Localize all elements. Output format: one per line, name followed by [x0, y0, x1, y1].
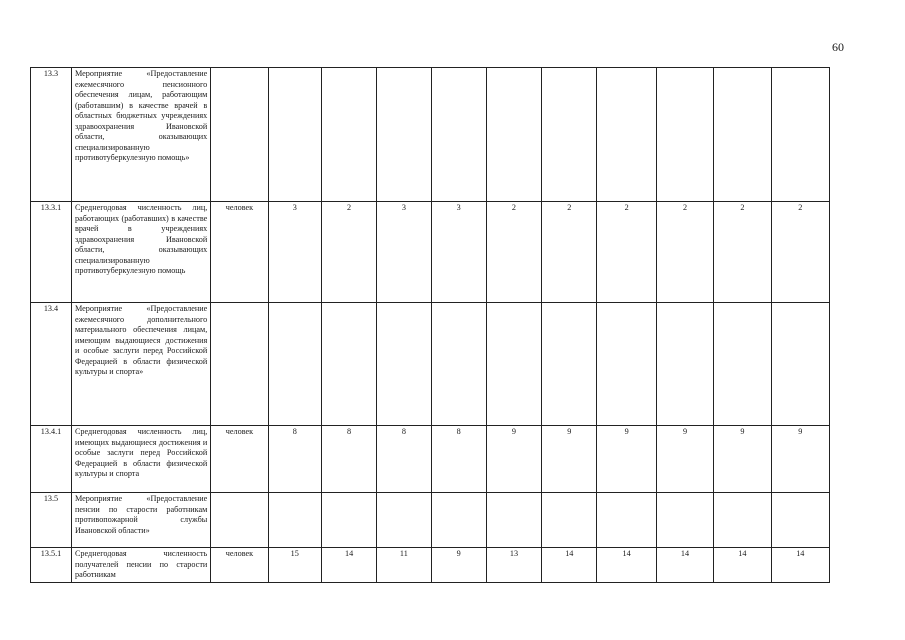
row-unit: человек	[211, 202, 268, 303]
value-cell	[377, 493, 431, 548]
row-number: 13.4	[31, 303, 72, 426]
value-cell: 9	[771, 426, 829, 493]
value-cell: 3	[377, 202, 431, 303]
value-cell	[597, 303, 656, 426]
value-cell	[377, 68, 431, 202]
value-cell	[321, 303, 376, 426]
table-row	[31, 202, 830, 303]
value-cell: 13	[486, 548, 541, 583]
value-cell	[714, 493, 771, 548]
value-cell: 14	[714, 548, 771, 583]
value-cell: 8	[431, 426, 486, 493]
value-cell: 8	[321, 426, 376, 493]
value-cell	[656, 68, 713, 202]
value-cell	[714, 303, 771, 426]
value-cell	[486, 68, 541, 202]
value-cell: 9	[542, 426, 597, 493]
value-cell	[321, 493, 376, 548]
value-cell: 14	[656, 548, 713, 583]
row-unit	[211, 303, 268, 426]
row-unit: человек	[211, 426, 268, 493]
indicator-table	[30, 67, 830, 583]
value-cell	[268, 68, 321, 202]
table-row	[31, 493, 830, 548]
value-cell: 9	[656, 426, 713, 493]
value-cell	[597, 493, 656, 548]
table-row	[31, 303, 830, 426]
value-cell: 14	[321, 548, 376, 583]
value-cell: 2	[321, 202, 376, 303]
value-cell	[714, 68, 771, 202]
row-description: Среднегодовая численность лиц, имеющих выдающиеся достижения и особые заслуги перед Российской Федерацией в области физической культуры и спорта	[71, 426, 210, 493]
value-cell	[321, 68, 376, 202]
value-cell: 3	[268, 202, 321, 303]
value-cell: 2	[542, 202, 597, 303]
value-cell: 9	[486, 426, 541, 493]
value-cell: 11	[377, 548, 431, 583]
value-cell	[597, 68, 656, 202]
page-number: 60	[832, 40, 844, 54]
value-cell: 3	[431, 202, 486, 303]
table-row	[31, 68, 830, 202]
value-cell	[542, 493, 597, 548]
value-cell: 9	[714, 426, 771, 493]
row-unit	[211, 68, 268, 202]
value-cell	[268, 303, 321, 426]
value-cell	[431, 493, 486, 548]
row-number: 13.3	[31, 68, 72, 202]
value-cell	[656, 493, 713, 548]
row-description: Среднегодовая численность лиц, работающих (работавших) в качестве врачей в учреждениях здравоохранения Ивановской области, оказывающих специализированную противотуберкулезную помощь	[71, 202, 210, 303]
value-cell: 14	[542, 548, 597, 583]
table-row	[31, 548, 830, 583]
value-cell	[542, 68, 597, 202]
value-cell: 9	[597, 426, 656, 493]
value-cell	[486, 493, 541, 548]
value-cell: 9	[431, 548, 486, 583]
value-cell: 14	[597, 548, 656, 583]
row-number: 13.4.1	[31, 426, 72, 493]
value-cell	[431, 303, 486, 426]
row-unit	[211, 493, 268, 548]
value-cell: 8	[268, 426, 321, 493]
value-cell: 2	[486, 202, 541, 303]
value-cell: 14	[771, 548, 829, 583]
value-cell	[771, 303, 829, 426]
row-number: 13.3.1	[31, 202, 72, 303]
value-cell	[377, 303, 431, 426]
row-description: Мероприятие «Предоставление ежемесячного пенсионного обеспечения лицам, работающим (работавшим) в качестве врачей в областных бюджетных учреждениях здравоохранения Ивановской области, оказывающих специализированную противотуберкулезную помощь»	[71, 68, 210, 202]
row-number: 13.5	[31, 493, 72, 548]
value-cell: 2	[771, 202, 829, 303]
value-cell	[656, 303, 713, 426]
value-cell: 8	[377, 426, 431, 493]
value-cell	[771, 493, 829, 548]
value-cell	[771, 68, 829, 202]
value-cell	[542, 303, 597, 426]
value-cell: 2	[597, 202, 656, 303]
row-unit: человек	[211, 548, 268, 583]
table-row	[31, 426, 830, 493]
value-cell: 15	[268, 548, 321, 583]
value-cell	[268, 493, 321, 548]
row-description: Мероприятие «Предоставление пенсии по старости работникам противопожарной службы Ивановской области»	[71, 493, 210, 548]
row-number: 13.5.1	[31, 548, 72, 583]
row-description: Мероприятие «Предоставление ежемесячного дополнительного материального обеспечения лицам, имеющим выдающиеся достижения и особые заслуги перед Российской Федерацией в области физической культуры и спорта»	[71, 303, 210, 426]
value-cell: 2	[714, 202, 771, 303]
value-cell: 2	[656, 202, 713, 303]
row-description: Среднегодовая численность получателей пенсии по старости работникам	[71, 548, 210, 583]
value-cell	[431, 68, 486, 202]
value-cell	[486, 303, 541, 426]
